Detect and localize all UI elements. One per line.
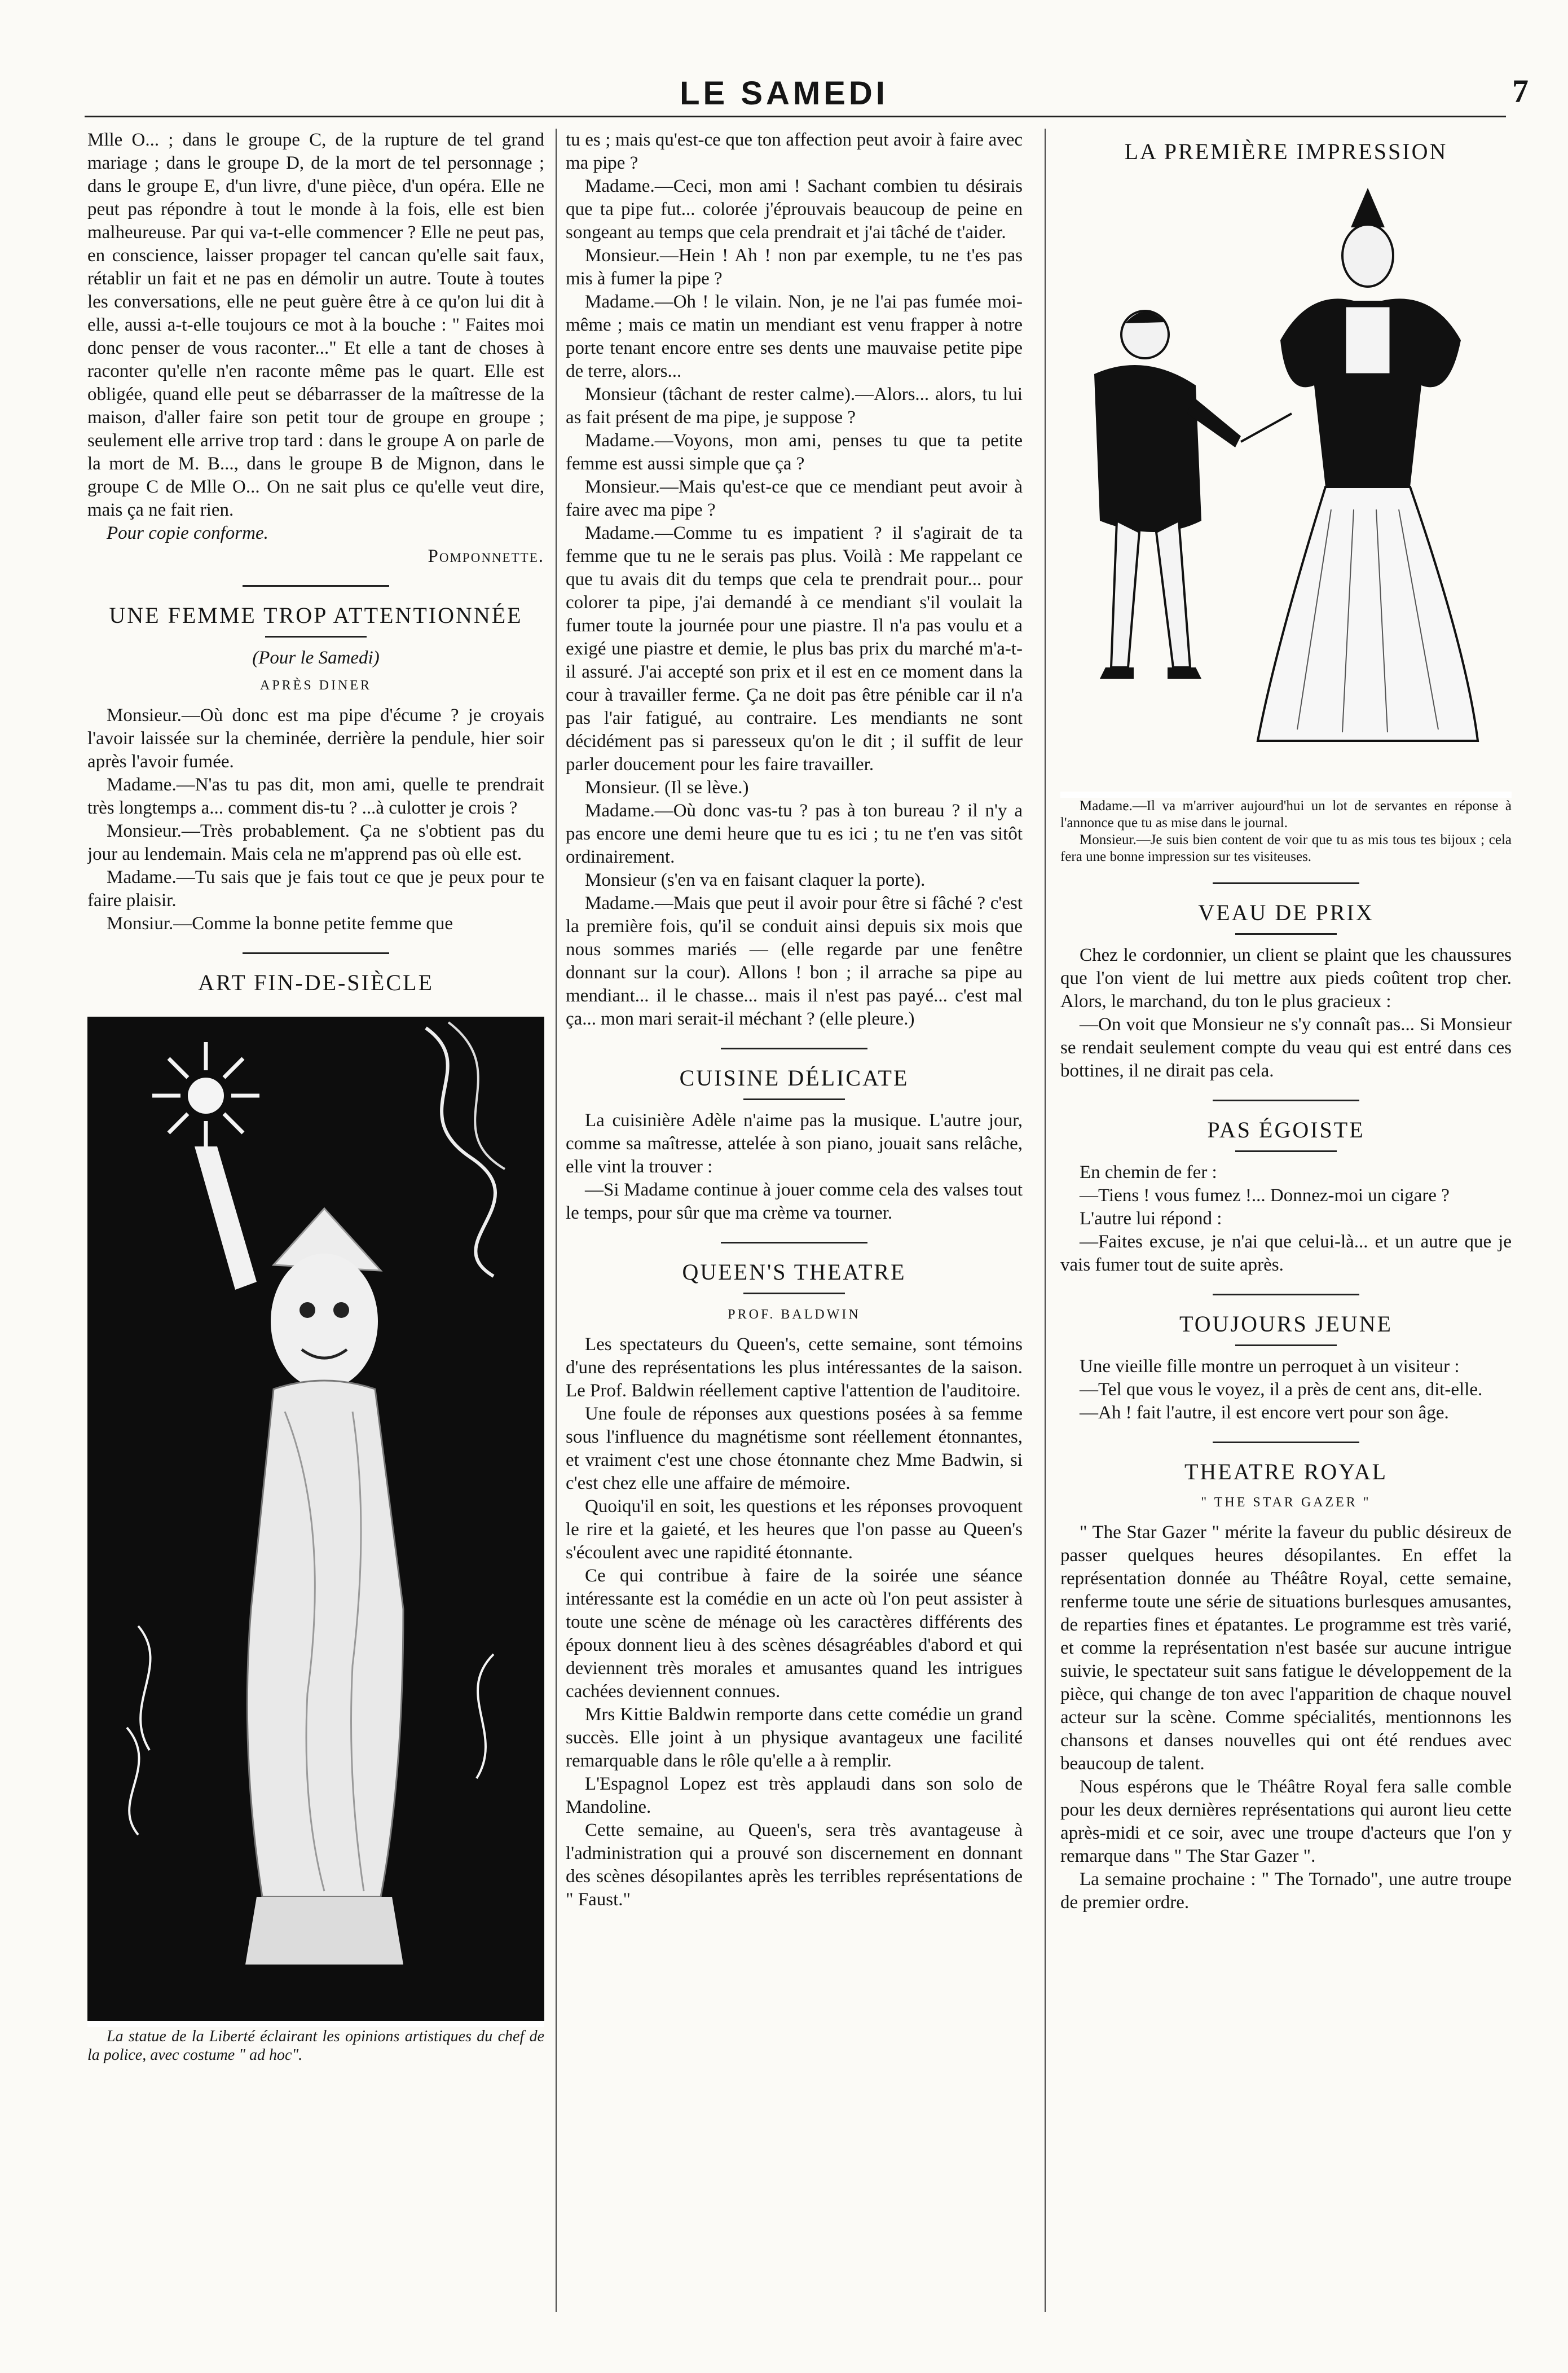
section-rule	[1213, 1442, 1359, 1443]
article-paragraph: Chez le cordonnier, un client se plaint que les chaussures que l'on vient de lui mettre aux pieds coûtent trop cher. Alors, le marchand, du ton le plus gracieux :	[1060, 945, 1512, 1012]
section-title: CUISINE DÉLICATE	[679, 1065, 909, 1091]
statue-drawing	[87, 1017, 544, 2021]
dialogue-line: Monsieur. (Il se lève.)	[585, 777, 749, 798]
caption-line: Madame.—Il va m'arriver aujourd'hui un lot de servantes en réponse à l'annonce que tu as mise dans le journal.	[1060, 798, 1512, 830]
article-paragraph: —Faites excuse, je n'ai que celui-là... et un autre que je vais fumer tout de suite après.	[1060, 1232, 1512, 1275]
subheading: PROF. BALDWIN	[728, 1307, 861, 1322]
dialogue-line: Madame.—Oh ! le vilain. Non, je ne l'ai pas fumée moi-même ; mais ce matin un mendiant est venu frapper à notre porte tenant encore entre ses dents une mauvaise petite pipe de terre, alors...	[566, 292, 1023, 381]
byline: (Pour le Samedi)	[252, 648, 380, 668]
article-paragraph: L'Espagnol Lopez est très applaudi dans son solo de Mandoline.	[566, 1774, 1023, 1817]
article-paragraph: Mlle O... ; dans le groupe C, de la rupture de tel grand mariage ; dans le groupe D, de la mort de tel personnage ; dans le groupe E, d'un livre, d'une pièce, d'un opéra. Elle ne peut pas répondre à tout le monde à la fois, elle est bien malheureuse. Par qui va-t-elle commencer ? Elle ne peut pas, en conscience, laisser propager tel cancan qu'elle sait faux, rétablir un fait et ne pas en démolir un autre. Toute à toutes les conversations, elle ne peut guère être à ce qu'on lui dit à elle, aussi a-t-elle toujours ce mot à la bouche : " Faites moi donc penser de vous raconter..." Et elle a tant de choses à raconter qu'elle n'en raconte même pas le quart. Elle est obligée, quand elle peut se débarrasser de la maîtresse de la maison, d'aller faire son petit tour de groupe en groupe ; seulement elle arrive trop tard : dans le groupe A on parle de la mort de M. B..., dans le groupe B de Mignon, dans le groupe C de Mlle O... On ne sait plus ce qu'elle veut dire, mais ça ne fait rien.	[87, 130, 544, 520]
section-title: PAS ÉGOISTE	[1207, 1117, 1365, 1142]
dialogue-line: Madame.—Voyons, mon ami, penses tu que ta petite femme est aussi simple que ça ?	[566, 430, 1023, 474]
dialogue-line: Monsiur.—Comme la bonne petite femme que	[107, 913, 453, 934]
article-paragraph: L'autre lui répond :	[1080, 1209, 1222, 1229]
section-title: TOUJOURS JEUNE	[1179, 1311, 1393, 1337]
caption-line: Monsieur.—Je suis bien content de voir que tu as mis tous tes bijoux ; cela fera une bonne impression sur tes visiteuses.	[1060, 832, 1512, 864]
section-title: QUEEN'S THEATRE	[682, 1259, 906, 1285]
article-paragraph: Cette semaine, au Queen's, sera très avantageuse à l'administration qui a prouvé son discernement en donnant des scènes désopilantes après les terribles représentations de " Faust."	[566, 1820, 1023, 1910]
dialogue-line: Monsieur.—Où donc est ma pipe d'écume ? je croyais l'avoir laissée sur la cheminée, derrière la pendule, hier soir après l'avoir fumée.	[87, 705, 544, 772]
couple-drawing	[1060, 171, 1512, 792]
dialogue-line: Monsieur (tâchant de rester calme).—Alors... alors, tu lui as fait présent de ma pipe, je suppose ?	[566, 384, 1023, 428]
column-divider	[1045, 129, 1046, 2312]
subheading: " THE STAR GAZER "	[1201, 1495, 1371, 1510]
dialogue-line: Monsieur.—Très probablement. Ça ne s'obtient pas du jour au lendemain. Mais cela ne m'apprend pas où elle est.	[87, 821, 544, 864]
statue-illustration	[87, 1017, 544, 2027]
section-rule	[1213, 1100, 1359, 1101]
article-paragraph: Une vieille fille montre un perroquet à un visiteur :	[1080, 1356, 1460, 1377]
dialogue-line: Monsieur.—Hein ! Ah ! non par exemple, tu ne t'es pas mis à fumer la pipe ?	[566, 245, 1023, 289]
section-rule	[721, 1048, 867, 1049]
title-rule	[265, 636, 367, 638]
illustration-caption: La statue de la Liberté éclairant les opinions artistiques du chef de la police, avec costume " ad hoc".	[87, 2028, 544, 2064]
dialogue-line: Monsieur.—Mais qu'est-ce que ce mendiant peut avoir à faire avec ma pipe ?	[566, 477, 1023, 520]
section-rule	[1213, 1294, 1359, 1295]
article-paragraph: Les spectateurs du Queen's, cette semaine, sont témoins d'une des représentations les plus intéressantes de la saison. Le Prof. Baldwin réellement captive l'attention de l'auditoire.	[566, 1334, 1023, 1401]
article-paragraph: La cuisinière Adèle n'aime pas la musique. L'autre jour, comme sa maîtresse, attelée à son piano, jouait sans relâche, elle vint la trouver :	[566, 1110, 1023, 1177]
title-rule	[743, 1293, 845, 1294]
title-rule	[743, 1098, 845, 1100]
impression-illustration	[1060, 171, 1512, 798]
subheading: APRÈS DINER	[259, 678, 372, 693]
article-paragraph: —Ah ! fait l'autre, il est encore vert pour son âge.	[1080, 1403, 1449, 1423]
section-rule	[243, 952, 389, 954]
dialogue-line: Madame.—Tu sais que je fais tout ce que je peux pour te faire plaisir.	[87, 867, 544, 911]
article-paragraph: En chemin de fer :	[1080, 1162, 1217, 1183]
title-rule	[1235, 1150, 1337, 1152]
article-paragraph: " The Star Gazer " mérite la faveur du public désireux de passer quelques heures désopilantes. En effet la représentation donnée au Théâtre Royal, cette semaine, renferme toute une série de situations burlesques amusantes, de reparties fines et épatantes. Le programme est très varié, et comme la représentation n'est basée sur aucune intrigue suivie, le spectateur suit sans fatigue le développement de la pièce, qui change de ton avec l'apparition de chaque nouvel acteur sur la scène. Comme spécialités, mentionnons les chansons et danses nouvelles qui ont été rendues avec beaucoup de talent.	[1060, 1522, 1512, 1774]
dialogue-line: Monsieur (s'en va en faisant claquer la porte).	[585, 870, 926, 890]
section-rule	[243, 585, 389, 587]
section-rule	[1213, 882, 1359, 884]
column-3	[1060, 129, 1512, 2340]
copie-conforme: Pour copie conforme.	[107, 523, 268, 543]
article-paragraph: —Si Madame continue à jouer comme cela des valses tout le temps, pour sûr que ma crème va tourner.	[566, 1180, 1023, 1223]
dialogue-line: Madame.—Mais que peut il avoir pour être si fâché ? c'est la première fois, qu'il se conduit ainsi depuis six mois que nous sommes mariés — (elle regarde par une fenêtre donnant sur la cour). Allons ! bon ; il arrache sa pipe au mendiant... il le chasse... mais il n'est pas payé... c'est mal ça... mon mari serait-il méchant ? (elle pleure.)	[566, 893, 1023, 1029]
article-paragraph: Quoiqu'il en soit, les questions et les réponses provoquent le rire et la gaieté, et les heures que l'on passe au Queen's s'écoulent avec une rapidité étonnante.	[566, 1496, 1023, 1563]
section-rule	[721, 1242, 867, 1243]
signature: Pomponnette.	[428, 546, 544, 566]
section-title: THEATRE ROYAL	[1184, 1459, 1388, 1484]
section-title: VEAU DE PRIX	[1198, 900, 1374, 925]
title-rule	[1235, 1344, 1337, 1346]
article-paragraph: —Tel que vous le voyez, il a près de cent ans, dit-elle.	[1080, 1379, 1483, 1400]
dialogue-line: Madame.—Comme tu es impatient ? il s'agirait de ta femme que tu ne le serais pas plus. Voilà : Me rappelant ce que tu avais dit du temps que cela te prendrait pour... pour colorer ta pipe, j'ai demandé à ce mendiant s'il voulait la fumer toute la journée pour une piastre. Il n'a pas voulu et a exigé une piastre et demie, le plus bas prix du marché m'a-t-il assuré. J'ai accepté son prix et il est en ce moment dans la cour à travailler ferme. Ça ne doit pas être pénible car il n'a pas l'air fatigué, au contraire. Les mendiants ne sont décidément pas si paresseux qu'on le dit ; il suffit de leur parler doucement pour les faire travailler.	[566, 523, 1023, 775]
title-rule	[1235, 933, 1337, 935]
article-paragraph: —Tiens ! vous fumez !... Donnez-moi un cigare ?	[1080, 1185, 1450, 1206]
page-title: LE SAMEDI	[680, 75, 888, 112]
article-paragraph: Nous espérons que le Théâtre Royal fera salle comble pour les deux dernières représentations qui auront lieu cette après-midi et ce soir, avec une troupe d'acteurs que l'on y remarque dans " The Star Gazer ".	[1060, 1777, 1512, 1866]
section-title: ART FIN-DE-SIÈCLE	[198, 970, 434, 995]
dialogue-line: tu es ; mais qu'est-ce que ton affection peut avoir à faire avec ma pipe ?	[566, 130, 1023, 173]
section-title: LA PREMIÈRE IMPRESSION	[1124, 139, 1448, 164]
article-paragraph: Ce qui contribue à faire de la soirée une séance intéressante est la comédie en un acte où l'on peut assister à toute une scène de ménage où les caractères différents des époux donnent lieu à des scènes désagréables d'abord et qui deviennent très morales et amusantes quand les intrigues cachées deviennent connues.	[566, 1566, 1023, 1702]
dialogue-line: Madame.—Ceci, mon ami ! Sachant combien tu désirais que ta pipe fut... colorée j'éprouvais beaucoup de peine en songeant au temps que cela prendrait et j'ai tâché de t'aider.	[566, 176, 1023, 243]
header-rule	[85, 116, 1506, 117]
article-paragraph: La semaine prochaine : " The Tornado", une autre troupe de premier ordre.	[1060, 1869, 1512, 1913]
column-1	[87, 129, 544, 2340]
dialogue-line: Madame.—Où donc vas-tu ? pas à ton bureau ? il n'y a pas encore une demi heure que tu es ici ; tu ne t'en vas sitôt ordinairement.	[566, 801, 1023, 867]
dialogue-line: Madame.—N'as tu pas dit, mon ami, quelle te prendrait très longtemps a... comment dis-tu ? ...à culotter je crois ?	[87, 775, 544, 818]
column-2	[566, 129, 1023, 2340]
page-number: 7	[1512, 73, 1529, 109]
column-divider	[556, 129, 557, 2312]
article-paragraph: Une foule de réponses aux questions posées à sa femme sous l'influence du magnétisme sont réellement étonnantes, et vraiment c'est une chose étonnante chez Mme Badwin, si c'est chez elle une affaire de mémoire.	[566, 1404, 1023, 1493]
section-title: UNE FEMME TROP ATTENTIONNÉE	[109, 603, 523, 628]
article-paragraph: —On voit que Monsieur ne s'y connaît pas... Si Monsieur se rendait seulement compte du veau qui est entré dans ces bottines, il ne dirait pas cela.	[1060, 1014, 1512, 1081]
article-paragraph: Mrs Kittie Baldwin remporte dans cette comédie un grand succès. Elle joint à un physique avantageux une facilité remarquable dans le rôle qu'elle a à remplir.	[566, 1704, 1023, 1771]
